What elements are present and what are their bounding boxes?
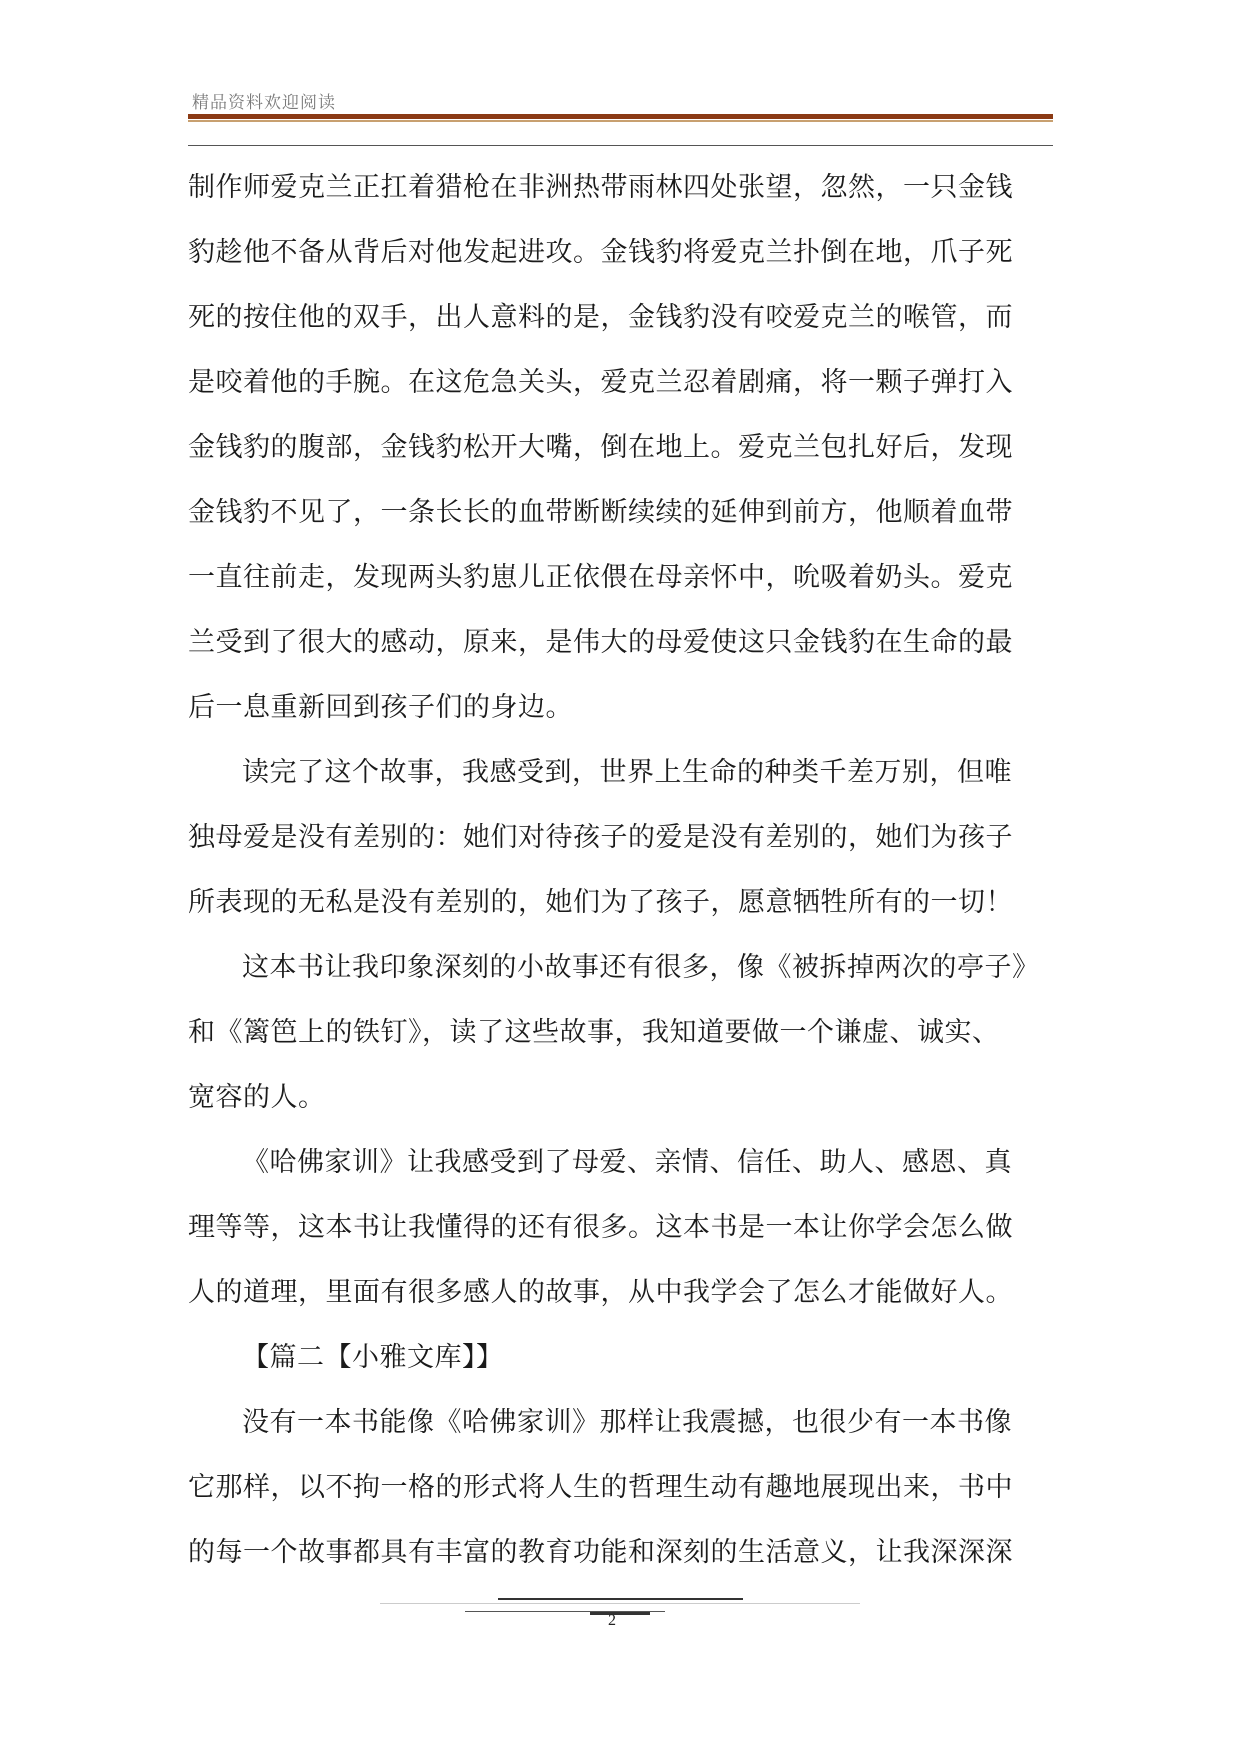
paragraph-start-line: 《哈佛家训》让我感受到了母爱、亲情、信任、助人、感恩、真 — [242, 1147, 1012, 1178]
text-line: 它那样，以不拘一格的形式将人生的哲理生动有趣地展现出来，书中 — [188, 1472, 1013, 1503]
header-rule-accent — [188, 120, 1053, 122]
text-line: 金钱豹的腹部，金钱豹松开大嘴，倒在地上。爱克兰包扎好后，发现 — [188, 432, 1013, 463]
header-rule-thin — [188, 145, 1053, 146]
text-line: 死的按住他的双手，出人意料的是，金钱豹没有咬爱克兰的喉管，而 — [188, 302, 1013, 333]
footer-rule — [498, 1598, 743, 1600]
header-title: 精品资料欢迎阅读 — [192, 93, 336, 113]
text-line: 金钱豹不见了，一条长长的血带断断续续的延伸到前方，他顺着血带 — [188, 497, 1013, 528]
text-line: 所表现的无私是没有差别的，她们为了孩子，愿意牺牲所有的一切！ — [188, 887, 1013, 918]
text-line: 宽容的人。 — [188, 1082, 326, 1113]
text-line: 是咬着他的手腕。在这危急关头，爱克兰忍着剧痛，将一颗子弹打入 — [188, 367, 1013, 398]
text-line: 独母爱是没有差别的：她们对待孩子的爱是没有差别的，她们为孩子 — [188, 822, 1013, 853]
page-number: 2 — [608, 1612, 616, 1629]
paragraph-start-line: 没有一本书能像《哈佛家训》那样让我震撼，也很少有一本书像 — [242, 1407, 1012, 1438]
text-line: 的每一个故事都具有丰富的教育功能和深刻的生活意义，让我深深深 — [188, 1537, 1013, 1568]
document-body — [188, 155, 1088, 1585]
text-line: 兰受到了很大的感动，原来，是伟大的母爱使这只金钱豹在生命的最 — [188, 627, 1013, 658]
text-line: 后一息重新回到孩子们的身边。 — [188, 692, 573, 723]
header-rule-thick — [188, 114, 1053, 119]
text-line: 人的道理，里面有很多感人的故事，从中我学会了怎么才能做好人。 — [188, 1277, 1013, 1308]
paragraph-start-line: 读完了这个故事，我感受到，世界上生命的种类千差万别，但唯 — [242, 757, 1012, 788]
paragraph-start-line: 这本书让我印象深刻的小故事还有很多，像《被拆掉两次的亭子》 — [242, 952, 1040, 983]
footer-rule — [590, 1612, 650, 1615]
text-line: 一直往前走，发现两头豹崽儿正依偎在母亲怀中，吮吸着奶头。爱克 — [188, 562, 1013, 593]
footer-rule — [380, 1603, 860, 1604]
text-line: 和《篱笆上的铁钉》，读了这些故事，我知道要做一个谦虚、诚实、 — [188, 1017, 1000, 1048]
text-line: 制作师爱克兰正扛着猎枪在非洲热带雨林四处张望，忽然，一只金钱 — [188, 172, 1013, 203]
section-heading: 【篇二【小雅文库】】 — [242, 1342, 504, 1373]
text-line: 理等等，这本书让我懂得的还有很多。这本书是一本让你学会怎么做 — [188, 1212, 1013, 1243]
text-line: 豹趁他不备从背后对他发起进攻。金钱豹将爱克兰扑倒在地，爪子死 — [188, 237, 1013, 268]
